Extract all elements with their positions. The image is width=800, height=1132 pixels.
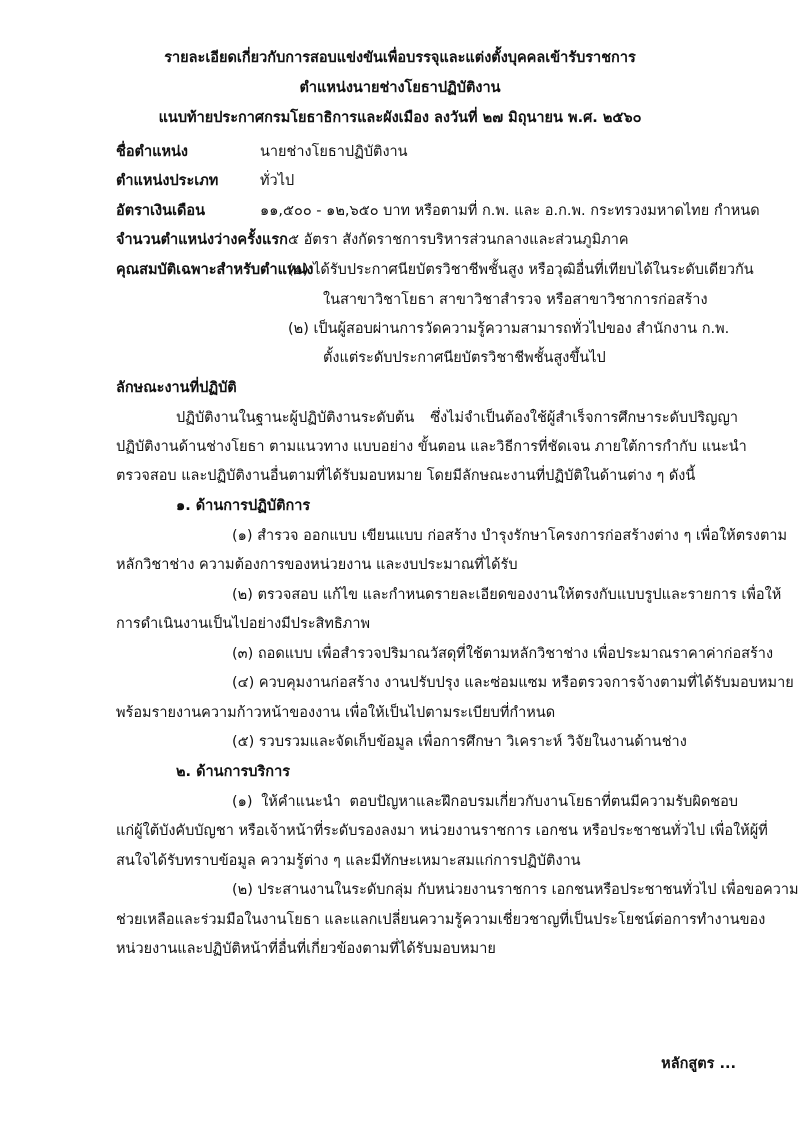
operations-item: (๔) ควบคุมงานก่อสร้าง งานปรับปรุง และซ่อมแซม หรือตรวจการจ้างตามที่ได้รับมอบหมาย bbox=[232, 675, 794, 691]
operations-item: (๕) รวบรวมและจัดเก็บข้อมูล เพื่อการศึกษา วิเคราะห์ วิจัยในงานด้านช่าง bbox=[232, 734, 687, 750]
operations-item-cont: หลักวิชาช่าง ความต้องการของหน่วยงาน และงบประมาณที่ได้รับ bbox=[116, 557, 518, 573]
service-item: (๒) ประสานงานในระดับกลุ่ม กับหน่วยงานราชการ เอกชนหรือประชาชนทั่วไป เพื่อขอความ bbox=[232, 882, 799, 898]
intro-line: ปฏิบัติงานในฐานะผู้ปฏิบัติงานระดับต้น ซึ่งไม่จำเป็นต้องใช้ผู้สำเร็จการศึกษาระดับปริญญา bbox=[176, 410, 738, 426]
salary-value: ๑๑,๕๐๐ - ๑๒,๖๕๐ บาท หรือตามที่ ก.พ. และ อ.ก.พ. กระทรวงมหาดไทย กำหนด bbox=[260, 203, 760, 219]
qualification-label: คุณสมบัติเฉพาะสำหรับตำแหน่ง bbox=[116, 262, 314, 278]
service-item-cont: แก่ผู้ใต้บังคับบัญชา หรือเจ้าหน้าที่ระดับรองลงมา หน่วยงานราชการ เอกชน หรือประชาชนทั่วไป เพื่อให้ผู้ที่ bbox=[116, 823, 768, 839]
qualification-2-cont: ตั้งแต่ระดับประกาศนียบัตรวิชาชีพชั้นสูงขึ้นไป bbox=[323, 350, 606, 366]
continued-note: หลักสูตร ... bbox=[661, 1056, 736, 1072]
intro-line: ตรวจสอบ และปฏิบัติงานอื่นตามที่ได้รับมอบหมาย โดยมีลักษณะงานที่ปฏิบัติในด้านต่าง ๆ ดังนี้ bbox=[116, 468, 696, 484]
service-item: (๑) ให้คำแนะนำ ตอบปัญหาและฝึกอบรมเกี่ยวกับงานโยธาที่ตนมีความรับผิดชอบ bbox=[232, 794, 738, 810]
salary-label: อัตราเงินเดือน bbox=[116, 203, 205, 219]
title-line-3: แนบท้ายประกาศกรมโยธาธิการและผังเมือง ลงวันที่ ๒๗ มิถุนายน พ.ศ. ๒๕๖๐ bbox=[158, 110, 642, 126]
operations-heading: ๑. ด้านการปฏิบัติการ bbox=[176, 498, 311, 514]
operations-item-cont: พร้อมรายงานความก้าวหน้าของงาน เพื่อให้เป็นไปตามระเบียบที่กำหนด bbox=[116, 705, 556, 721]
type-label: ตำแหน่งประเภท bbox=[116, 173, 219, 189]
operations-item: (๒) ตรวจสอบ แก้ไข และกำหนดรายละเอียดของงานให้ตรงกับแบบรูปและรายการ เพื่อให้ bbox=[232, 587, 782, 603]
operations-item-cont: การดำเนินงานเป็นไปอย่างมีประสิทธิภาพ bbox=[116, 616, 371, 632]
qualification-2: (๒) เป็นผู้สอบผ่านการวัดความรู้ความสามารถทั่วไปของ สำนักงาน ก.พ. bbox=[288, 321, 730, 337]
position-label: ชื่อตำแหน่ง bbox=[116, 144, 189, 160]
service-item-cont: สนใจได้รับทราบข้อมูล ความรู้ต่าง ๆ และมีทักษะเหมาะสมแก่การปฏิบัติงาน bbox=[116, 853, 581, 869]
duties-heading: ลักษณะงานที่ปฏิบัติ bbox=[116, 380, 237, 396]
qualification-1-cont: ในสาขาวิชาโยธา สาขาวิชาสำรวจ หรือสาขาวิชาการก่อสร้าง bbox=[323, 292, 708, 308]
title-line-2: ตำแหน่งนายช่างโยธาปฏิบัติงาน bbox=[299, 80, 501, 96]
service-item-cont: หน่วยงานและปฏิบัติหน้าที่อื่นที่เกี่ยวข้องตามที่ได้รับมอบหมาย bbox=[116, 941, 496, 957]
type-value: ทั่วไป bbox=[260, 173, 295, 189]
operations-item: (๓) ถอดแบบ เพื่อสำรวจปริมาณวัสดุที่ใช้ตามหลักวิชาช่าง เพื่อประมาณราคาค่าก่อสร้าง bbox=[232, 646, 774, 662]
vacancy-label: จำนวนตำแหน่งว่างครั้งแรก bbox=[116, 232, 288, 248]
position-value: นายช่างโยธาปฏิบัติงาน bbox=[260, 144, 408, 160]
operations-item: (๑) สำรวจ ออกแบบ เขียนแบบ ก่อสร้าง บำรุงรักษาโครงการก่อสร้างต่าง ๆ เพื่อให้ตรงตาม bbox=[232, 528, 788, 544]
intro-line: ปฏิบัติงานด้านช่างโยธา ตามแนวทาง แบบอย่าง ขั้นตอน และวิธีการที่ชัดเจน ภายใต้การกำกับ แนะนำ bbox=[116, 439, 747, 455]
service-item-cont: ช่วยเหลือและร่วมมือในงานโยธา และแลกเปลี่ยนความรู้ความเชี่ยวชาญที่เป็นประโยชน์ต่อการทำงานของ bbox=[116, 912, 766, 928]
service-heading: ๒. ด้านการบริการ bbox=[176, 764, 290, 780]
vacancy-value: ๕ อัตรา สังกัดราชการบริหารส่วนกลางและส่วนภูมิภาค bbox=[288, 232, 629, 248]
qualification-1: (๑) ได้รับประกาศนียบัตรวิชาชีพชั้นสูง หรือวุฒิอื่นที่เทียบได้ในระดับเดียวกัน bbox=[288, 262, 754, 278]
title-line-1: รายละเอียดเกี่ยวกับการสอบแข่งขันเพื่อบรรจุและแต่งตั้งบุคคลเข้ารับราชการ bbox=[164, 50, 636, 66]
